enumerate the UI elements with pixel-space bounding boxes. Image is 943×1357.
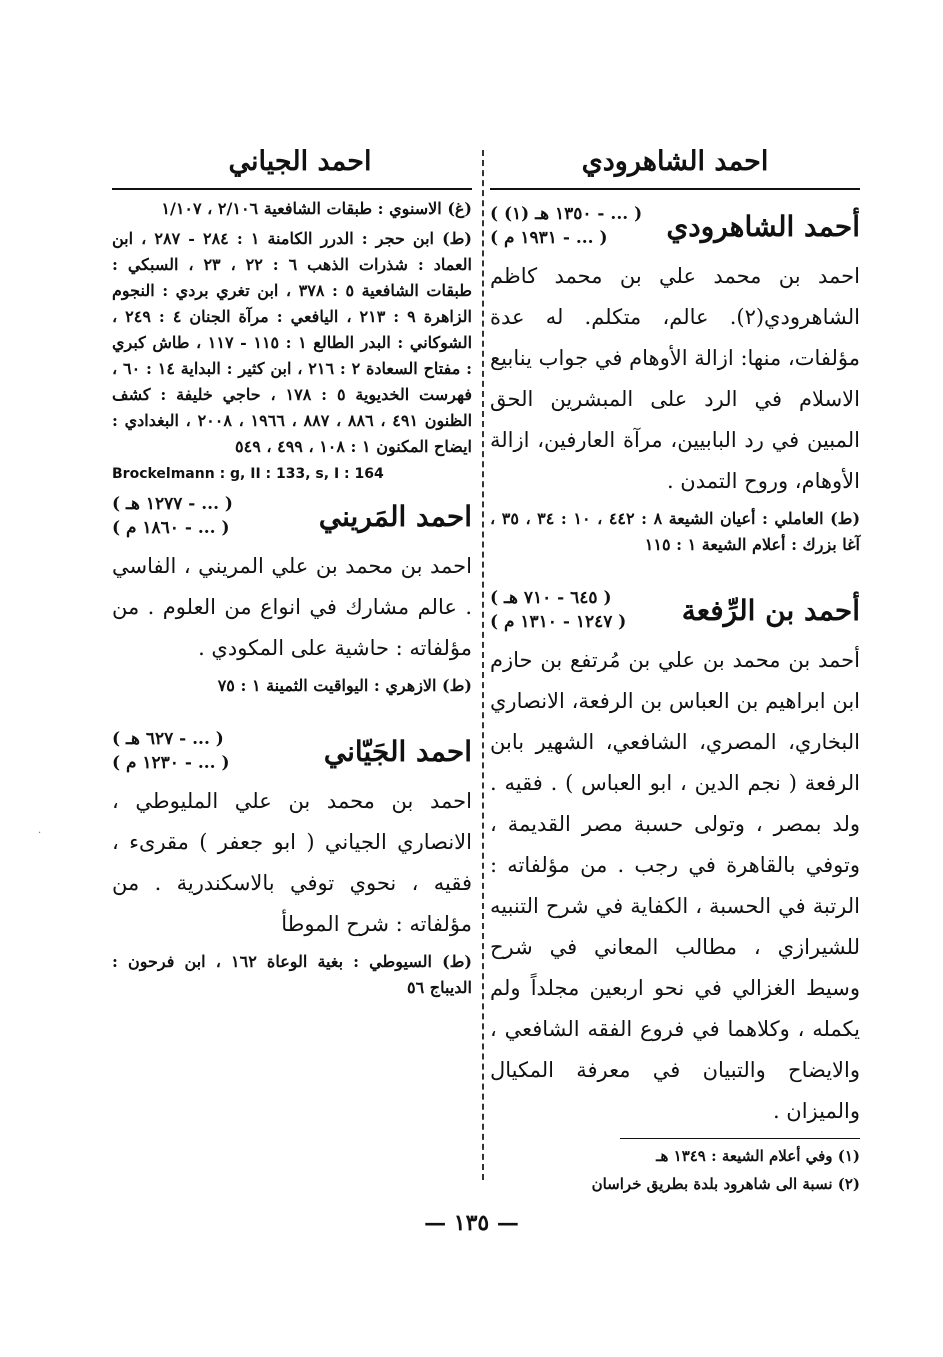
footnote-2: (٢) نسبة الى شاهرود بلدة بطريق خراسان [591,1175,860,1193]
entry-dates [490,202,642,250]
entry-heading [490,202,860,250]
footnotes [490,1142,860,1198]
right-column [490,192,860,1132]
running-header-right: احمد الشاهرودي [581,146,769,177]
entry-shahroudi [490,202,860,558]
entry-body: احمد بن محمد بن علي المليوطي ، الانصاري الجياني ( ابو جعفر ) مقرىء ، فقيه ، نحوي توفي بالاسكندرية . من مؤلفاته : شرح الموطأ [112,789,472,936]
continued-sources-2: (ط) ابن حجر : الدرر الكامنة ١ : ٢٨٤ - ٢٨٧ ، ابن العماد : شذرات الذهب ٦ : ٢٢ ، ٢٣ ، السبكي : طبقات الشافعية ٥ : ٣٧٨ ، ابن تغري بردي : النجوم الزاهرة ٩ : ٢١٣ ، اليافعي : مرآة الجنان ٤ : ٢٤٩ ، الشوكاني : البدر الطالع ١ : ١١٥ - ١١٧ ، طاش كبري : مفتاح السعادة ٢ : ٢١٦ ، ابن كثير : البداية ١٤ : ٦٠ ، فهرست الخديوية ٥ : ١٧٨ ، حاجي خليفة : كشف الظنون ٤٩١ ، ٨٨٦ ، ٨٨٧ ، ١٩٦٦ ، ٢٠٠٨ ، البغدادي : ايضاح المكنون ١ : ١٠٨ ، ٤٩٩ ، ٥٤٩ [112,229,473,456]
latin-reference: Brockelmann : g, II : 133, s, I : 164 [112,466,384,482]
header-rule-left [112,188,472,190]
entry-body: أحمد بن محمد بن علي بن مُرتفع بن حازم ابن ابراهيم بن العباس بن الرفعة، الانصاري البخاري، المصري، الشافعي، الشهير بابن الرفعة ( نجم الدين ، ابو العباس ) . فقيه . ولد بمصر ، وتولى حسبة مصر القديمة ، وتوفي بالقاهرة في رجب . من مؤلفاته : الرتبة في الحسبة ، الكفاية في شرح التنبيه للشيرازي ، مطالب المعاني في شرح وسيط الغزالي في نحو اربعين مجلداً ولم يكمله ، وكلاهما في فروع الفقه الشافعي ، والايضاح والتبيان في معرفة المكيال والميزان . [490,648,860,1123]
entry-name: احمد الجَيّاني [323,734,472,768]
dates-hijri: ( ... - ١٣٥٠ هـ (١) ) [490,204,643,224]
entry-name: احمد المَريني [318,499,472,533]
entry-jayyani [112,727,472,1001]
entry-name: أحمد الشاهرودي [666,209,860,243]
dates-gregorian: ( ... - ١٨٦٠ م ) [112,518,230,538]
entry-ibn-alrifa [490,586,860,1132]
entry-sources: (ط) السيوطي : بغية الوعاة ١٦٢ ، ابن فرحون : الديباج ٥٦ [112,952,473,997]
entry-sources: (ط) العاملي : أعيان الشيعة ٨ : ٤٤٢ ، ١٠ : ٣٤ ، ٣٥ ، آغا بزرك : أعلام الشيعة ١ : ١١٥ [490,509,861,554]
scan-speck: · [38,828,42,839]
footnote-rule [620,1138,860,1139]
entry-heading [112,727,472,775]
dates-gregorian: ( ... - ١٢٣٠ م ) [112,753,230,773]
dates-hijri: ( ... - ١٢٧٧ هـ ) [112,494,233,514]
entry-dates [490,586,626,634]
entry-sources: (ط) الازهري : اليواقيت الثمينة ١ : ٧٥ [217,676,472,695]
entry-body: احمد بن محمد بن علي المريني ، الفاسي . عالم مشارك في انواع من العلوم . من مؤلفاته : حاشية على المكودي . [112,554,472,660]
entry-body: احمد بن محمد علي بن محمد كاظم الشاهرودي(٢). عالم، متكلم. له عدة مؤلفات، منها: ازالة الأوهام في جواب ينابيع الاسلام في الرد على المبشرين الحق المبين في رد البابيين، مرآة العارفين، ازالة الأوهام، وروح التمدن . [490,264,860,493]
entry-name: أحمد بن الرِّفعة [681,593,860,627]
dates-hijri: ( ٦٤٥ - ٧١٠ هـ ) [490,588,612,608]
column-divider [482,150,484,1180]
dates-gregorian: ( ... - ١٩٣١ م ) [490,228,608,248]
entry-marini [112,492,472,699]
dates-gregorian: ( ١٢٤٧ - ١٣١٠ م ) [490,612,627,632]
footnote-1: (١) وفي أعلام الشيعة : ١٣٤٩ هـ [656,1147,860,1165]
page-number: — ١٣٥ — [424,1210,519,1236]
header-rule-right [490,188,860,190]
dates-hijri: ( ... - ٦٢٧ هـ ) [112,729,224,749]
entry-dates [112,727,230,775]
entry-heading [490,586,860,634]
left-column [112,192,472,1001]
running-header-left: احمد الجياني [228,146,372,177]
continued-sources: (غ) الاسنوي : طبقات الشافعية ٢/١٠٦ ، ١/١٠٧ [161,199,472,218]
entry-heading [112,492,472,540]
entry-dates [112,492,233,540]
